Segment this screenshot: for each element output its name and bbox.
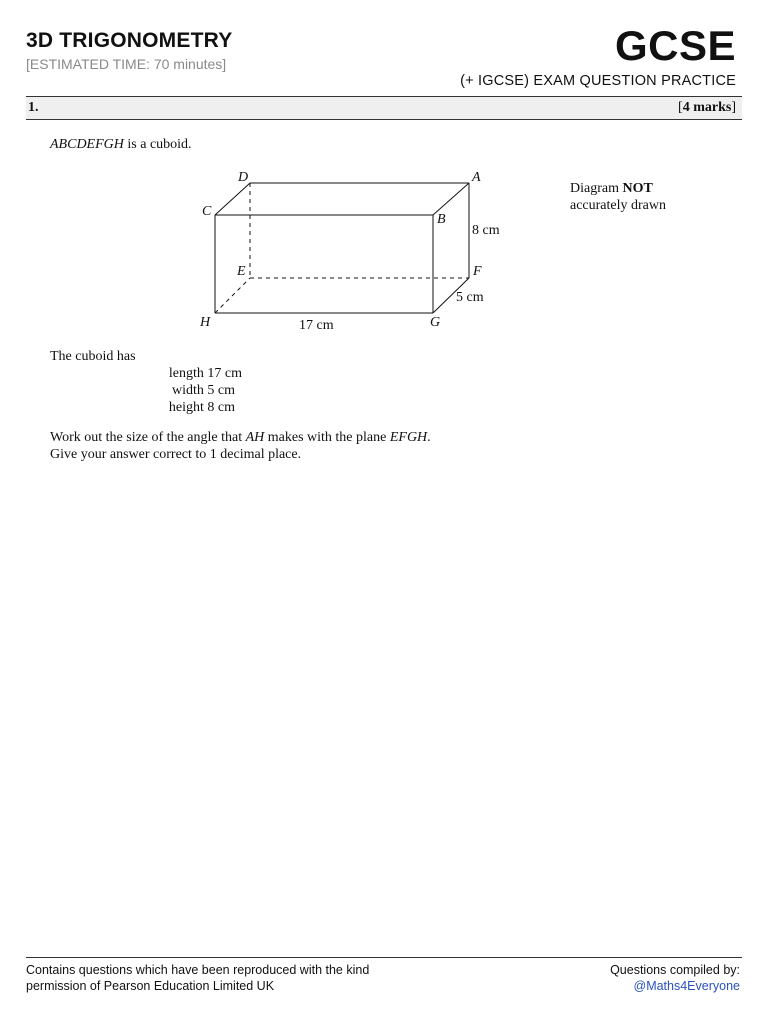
question-marks: [4 marks] bbox=[678, 100, 736, 115]
footer-divider bbox=[26, 957, 742, 958]
vertex-label-c: C bbox=[202, 204, 212, 219]
vertex-label-g: G bbox=[430, 315, 441, 330]
footer-handle-link[interactable]: @Maths4Everyone bbox=[633, 979, 740, 993]
task-line-1 bbox=[50, 429, 431, 446]
diagram-note-suffix: accurately drawn bbox=[570, 198, 666, 213]
gcse-brand: GCSE bbox=[614, 22, 736, 69]
task-line-2: Give your answer correct to 1 decimal place. bbox=[50, 447, 302, 462]
task-part-c: . bbox=[427, 430, 431, 445]
width-dimension-label: 5 cm bbox=[456, 290, 484, 305]
edge-cd bbox=[215, 183, 250, 215]
vertex-label-b: B bbox=[437, 212, 446, 227]
hidden-edge-he bbox=[215, 278, 250, 313]
footer-credits bbox=[610, 962, 740, 994]
footer-compiled-by: Questions compiled by: bbox=[610, 963, 740, 977]
height-dimension-label: 8 cm bbox=[472, 223, 500, 238]
footer-permission-line2: permission of Pearson Education Limited UK bbox=[26, 979, 275, 993]
vertex-label-f: F bbox=[473, 264, 482, 279]
estimated-time: [ESTIMATED TIME: 70 minutes] bbox=[26, 56, 227, 72]
length-dimension-label: 17 cm bbox=[299, 318, 334, 333]
task-part-a: Work out the size of the angle that bbox=[50, 430, 246, 445]
diagram-note-not: NOT bbox=[622, 181, 653, 196]
task-part-b: makes with the plane bbox=[264, 430, 390, 445]
exam-practice-subtitle: (+ IGCSE) EXAM QUESTION PRACTICE bbox=[460, 73, 736, 89]
diagram-note-prefix: Diagram bbox=[570, 181, 623, 196]
worksheet-title: 3D TRIGONOMETRY bbox=[26, 29, 233, 52]
cuboid-name: ABCDEFGH bbox=[50, 137, 124, 152]
vertex-label-d: D bbox=[238, 170, 249, 185]
cuboid-has-text: The cuboid has bbox=[50, 349, 136, 364]
question-number: 1. bbox=[28, 100, 39, 115]
vertex-label-a: A bbox=[472, 170, 481, 185]
intro-rest: is a cuboid. bbox=[123, 137, 192, 152]
dimension-width: width 5 cm bbox=[172, 383, 235, 398]
marks-value: 4 marks bbox=[682, 100, 732, 115]
dimension-height: height 8 cm bbox=[168, 400, 235, 415]
vertex-label-h: H bbox=[200, 315, 211, 330]
dimension-length: length 17 cm bbox=[168, 366, 242, 381]
footer-permission-line1: Contains questions which have been reproduced with the kind bbox=[26, 963, 370, 977]
task-line-ah: AH bbox=[245, 430, 265, 445]
edge-ba bbox=[433, 183, 469, 215]
footer-permission bbox=[26, 962, 369, 994]
task-plane-efgh: EFGH bbox=[389, 430, 428, 445]
vertex-label-e: E bbox=[237, 264, 246, 279]
diagram-note bbox=[570, 180, 666, 214]
